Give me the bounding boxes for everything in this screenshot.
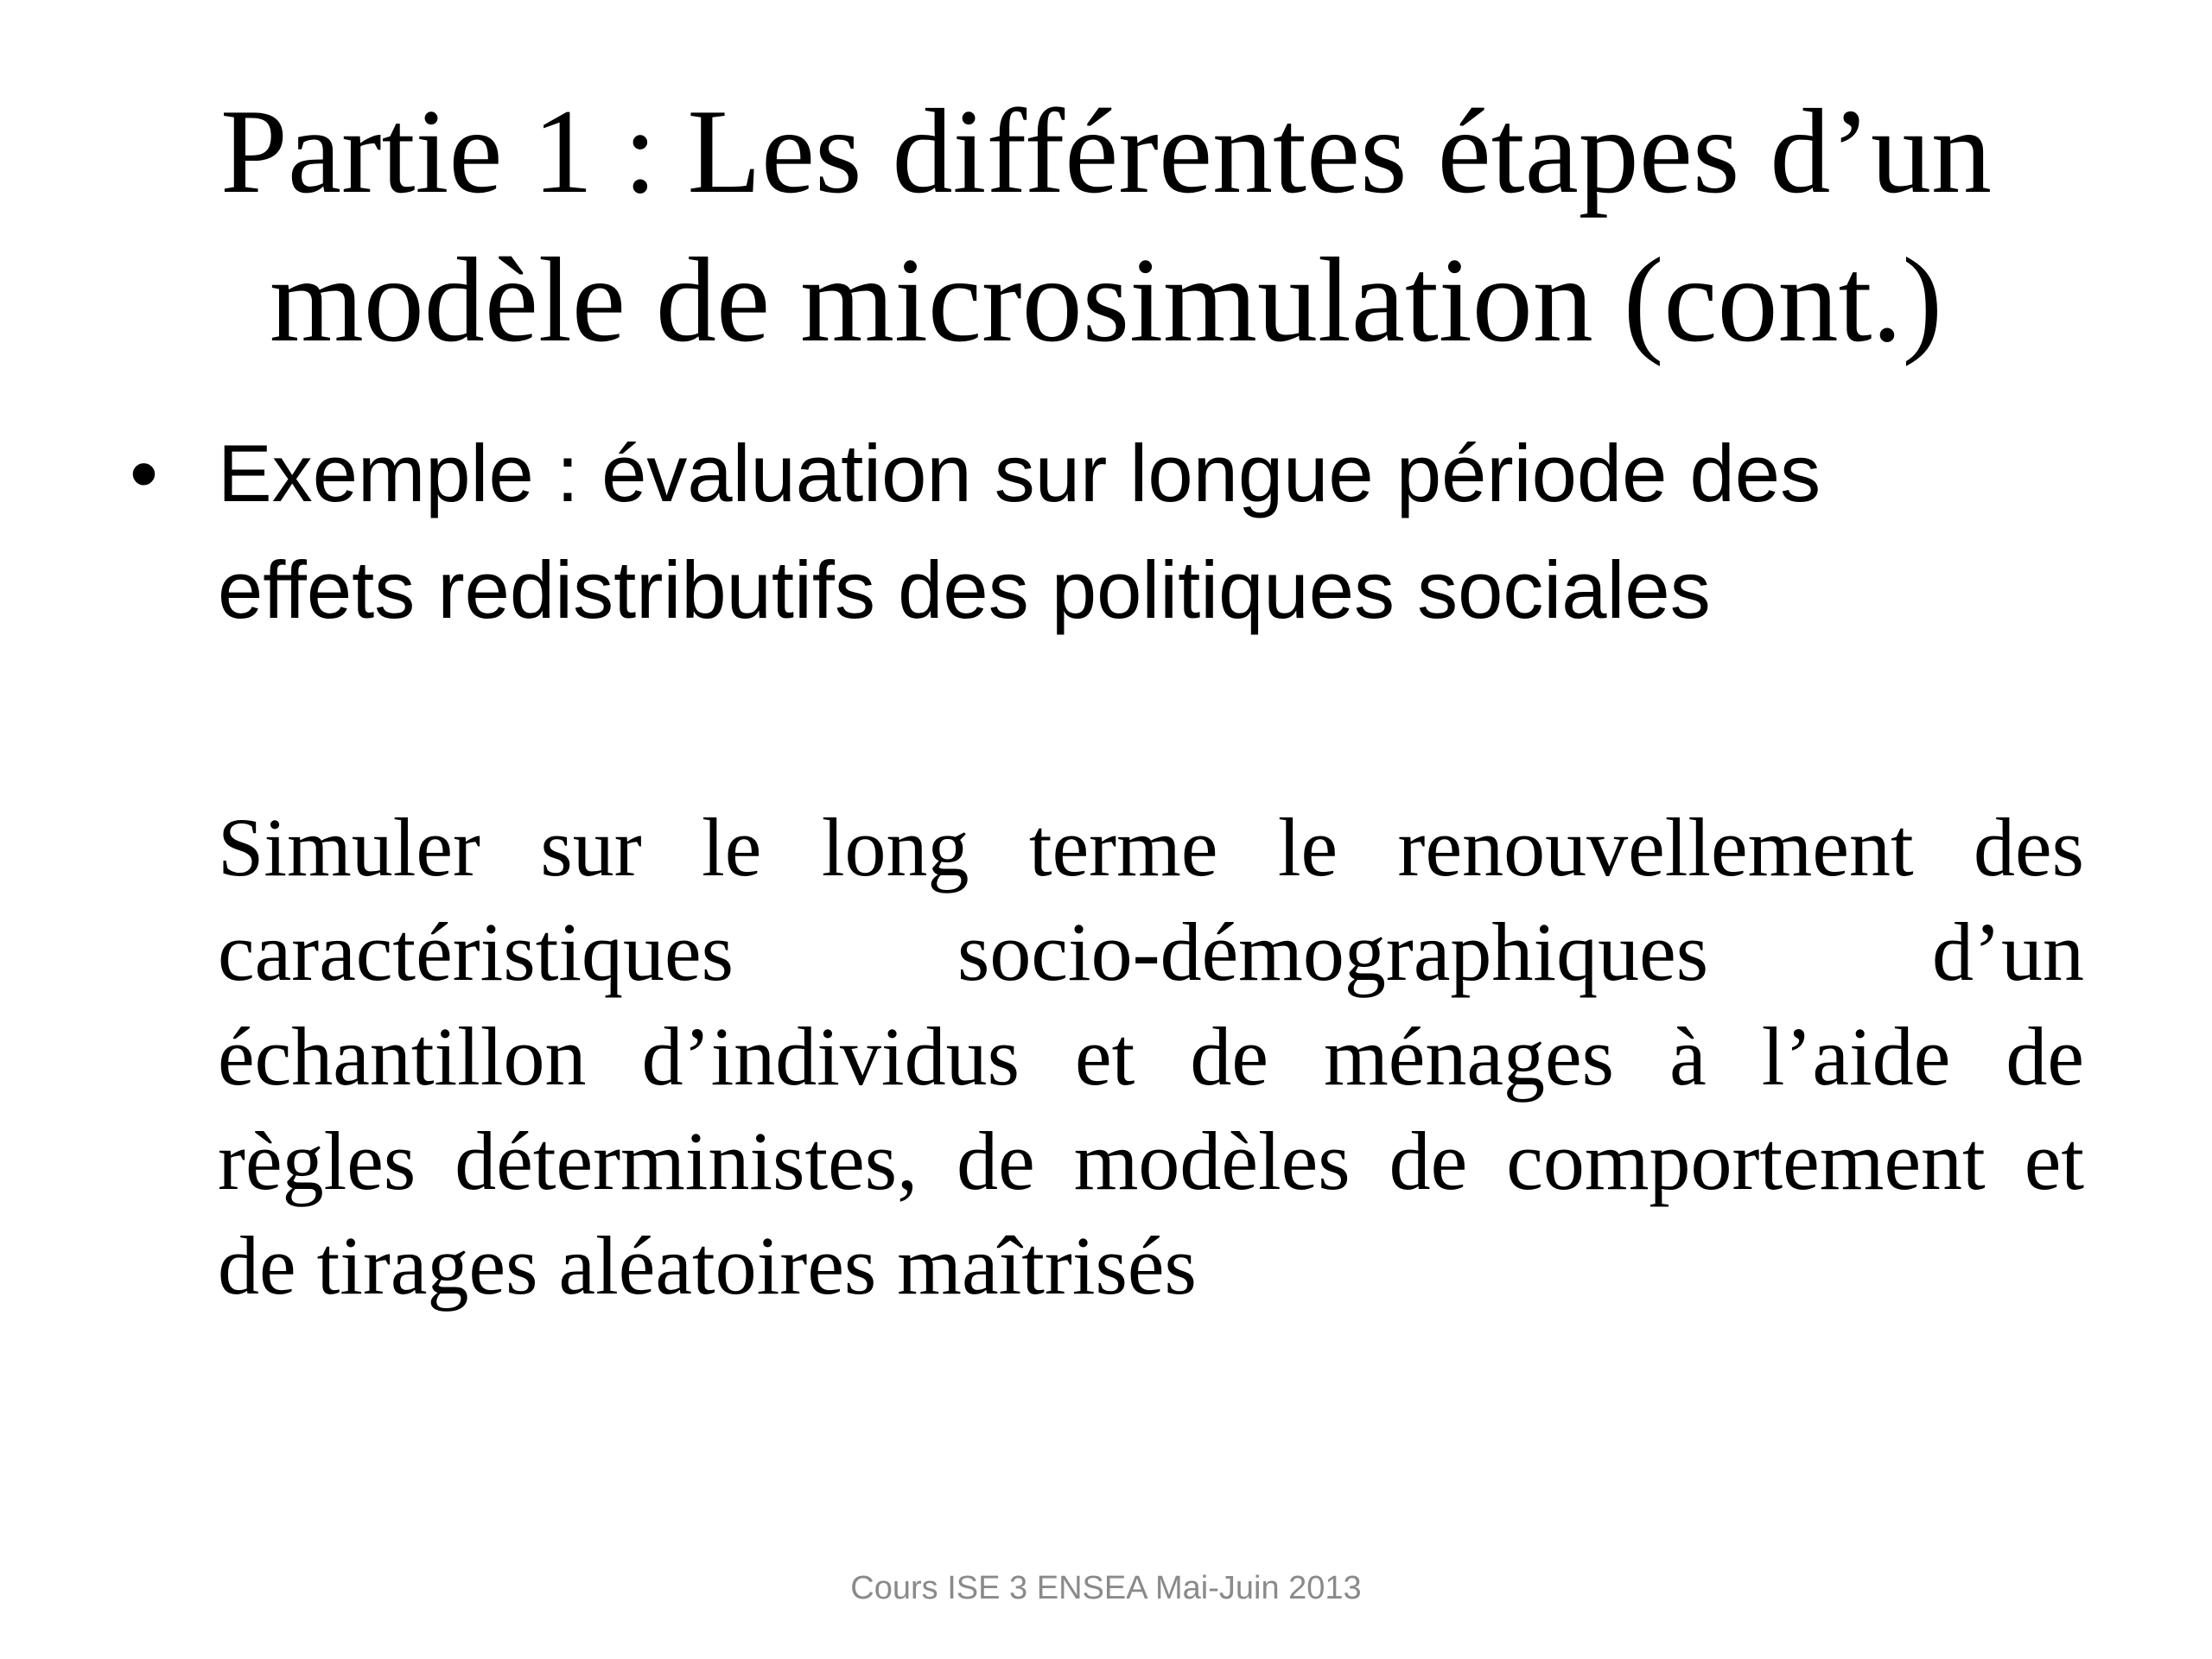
body-paragraph [218, 795, 2084, 1318]
paragraph-line-4: règles déterministes, de modèles de comportement et [218, 1115, 2084, 1207]
slide-title-line-2: modèle de microsimulation (cont.) [269, 233, 1943, 367]
bullet-list [130, 415, 2117, 648]
bullet-item [130, 415, 2117, 648]
bullet-text-line-1: Exemple : évaluation sur longue période des [218, 428, 1821, 518]
slide-footer: Cours ISE 3 ENSEA Mai-Juin 2013 [850, 1570, 1362, 1606]
slide-title-line-1: Partie 1 : Les différentes étapes d’un [219, 85, 1993, 219]
paragraph-line-3: échantillon d’individus et de ménages à l’aide de [218, 1010, 2084, 1103]
paragraph-line-5: de tirages aléatoires maîtrisés [218, 1219, 1197, 1312]
bullet-text-line-2: effets redistributifs des politiques sociales [218, 544, 1711, 635]
slide-title [112, 78, 2100, 375]
paragraph-line-2: caractéristiques socio-démographiques d’un [218, 906, 2084, 998]
bullet-marker: • [130, 428, 158, 518]
paragraph-line-1: Simuler sur le long terme le renouvellement des [218, 801, 2084, 893]
